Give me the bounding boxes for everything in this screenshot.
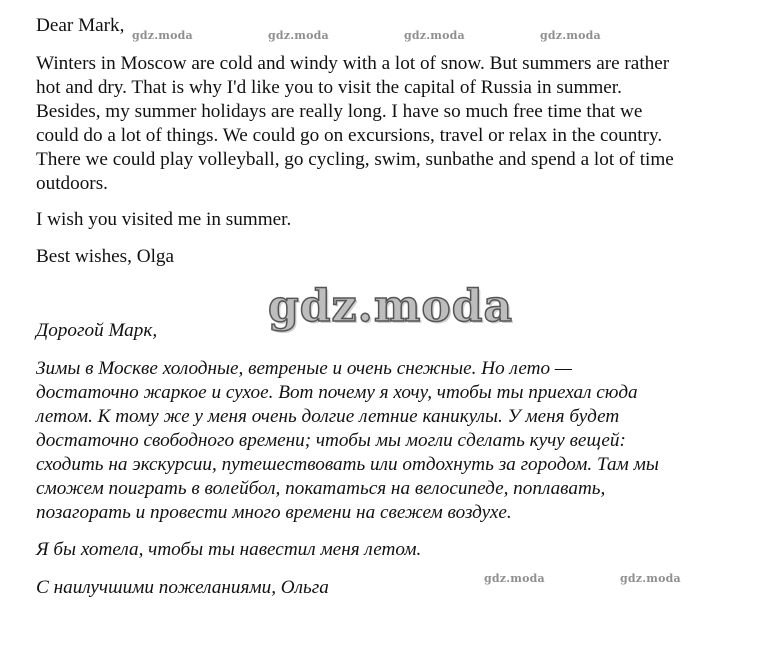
watermark-large: gdz.moda: [268, 281, 514, 332]
watermark: gdz.moda: [132, 29, 193, 42]
russian-wish: Я бы хотела, чтобы ты навестил меня летом.: [36, 539, 422, 560]
english-greeting: Dear Mark,: [36, 15, 125, 36]
english-wish: I wish you visited me in summer.: [36, 209, 292, 230]
english-paragraph-line: hot and dry. That is why I'd like you to visit the capital of Russia in summer.: [36, 77, 622, 98]
watermark: gdz.moda: [268, 29, 329, 42]
russian-paragraph: [36, 357, 659, 525]
english-closing: Best wishes, Olga: [36, 246, 175, 267]
russian-paragraph-line: сходить на экскурсии, путешествовать или отдохнуть за городом. Там мы: [36, 454, 659, 475]
english-paragraph-line: Winters in Moscow are cold and windy with a lot of snow. But summers are rather: [36, 53, 670, 74]
russian-closing: С наилучшими пожеланиями, Ольга: [36, 577, 329, 598]
russian-paragraph-line: Зимы в Москве холодные, ветреные и очень снежные. Но лето —: [36, 358, 572, 379]
watermark: gdz.moda: [404, 29, 465, 42]
russian-paragraph-line: летом. К тому же у меня очень долгие летние каникулы. У меня будет: [36, 406, 620, 427]
english-paragraph-line: could do a lot of things. We could go on excursions, travel or relax in the country.: [36, 125, 663, 146]
english-paragraph: [36, 52, 674, 196]
russian-paragraph-line: достаточно свободного времени; чтобы мы могли сделать кучу вещей:: [36, 430, 626, 451]
english-paragraph-line: outdoors.: [36, 173, 108, 194]
watermark: gdz.moda: [620, 572, 681, 585]
english-paragraph-line: There we could play volleyball, go cycling, swim, sunbathe and spend a lot of time: [36, 149, 674, 170]
russian-paragraph-line: сможем поиграть в волейбол, покататься на велосипеде, поплавать,: [36, 478, 606, 499]
russian-paragraph-line: достаточно жаркое и сухое. Вот почему я хочу, чтобы ты приехал сюда: [36, 382, 638, 403]
watermark: gdz.moda: [484, 572, 545, 585]
russian-paragraph-line: позагорать и провести много времени на свежем воздухе.: [36, 502, 512, 523]
russian-greeting: Дорогой Марк,: [36, 320, 158, 341]
english-paragraph-line: Besides, my summer holidays are really long. I have so much free time that we: [36, 101, 643, 122]
watermark: gdz.moda: [540, 29, 601, 42]
